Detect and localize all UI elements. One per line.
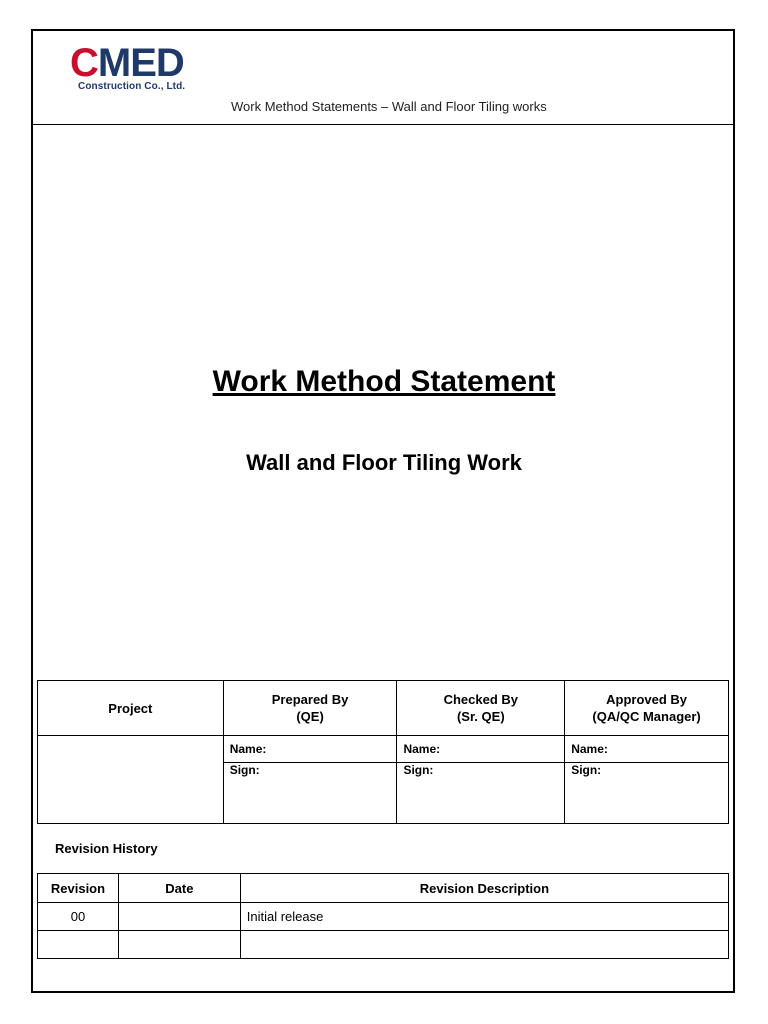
date-column-header: Date: [118, 874, 240, 903]
checked-name-field[interactable]: Name:: [397, 736, 565, 763]
description-cell[interactable]: Initial release: [240, 903, 728, 931]
company-logo: [70, 41, 220, 95]
checked-by-header: Checked By (Sr. QE): [397, 681, 565, 736]
date-cell[interactable]: [118, 903, 240, 931]
revision-column-header: Revision: [38, 874, 119, 903]
approved-by-header: Approved By (QA/QC Manager): [565, 681, 729, 736]
revision-cell[interactable]: 00: [38, 903, 119, 931]
prepared-by-header: Prepared By (QE): [223, 681, 397, 736]
revision-cell[interactable]: [38, 931, 119, 959]
revision-table: [37, 873, 729, 959]
document-title: Work Method Statement: [212, 365, 556, 398]
approval-table: [37, 680, 729, 824]
approval-name-row: [38, 736, 729, 763]
header-caption: Work Method Statements – Wall and Floor Tiling works: [231, 99, 547, 114]
table-row: [38, 903, 729, 931]
project-value-cell[interactable]: [38, 736, 224, 824]
approved-sign-field[interactable]: Sign:: [565, 763, 729, 824]
prepared-sign-field[interactable]: Sign:: [223, 763, 397, 824]
approval-header-row: [38, 681, 729, 736]
table-row: [38, 931, 729, 959]
revision-history-label: Revision History: [55, 841, 158, 856]
approved-name-field[interactable]: Name:: [565, 736, 729, 763]
revision-header-row: [38, 874, 729, 903]
description-cell[interactable]: [240, 931, 728, 959]
project-header: Project: [38, 681, 224, 736]
checked-sign-field[interactable]: Sign:: [397, 763, 565, 824]
prepared-name-field[interactable]: Name:: [223, 736, 397, 763]
logo-subtitle: Construction Co., Ltd.: [78, 81, 186, 92]
description-column-header: Revision Description: [240, 874, 728, 903]
logo-wordmark: CMED: [70, 41, 184, 85]
date-cell[interactable]: [118, 931, 240, 959]
document-subtitle: Wall and Floor Tiling Work: [246, 450, 522, 475]
header-divider: [31, 124, 735, 125]
